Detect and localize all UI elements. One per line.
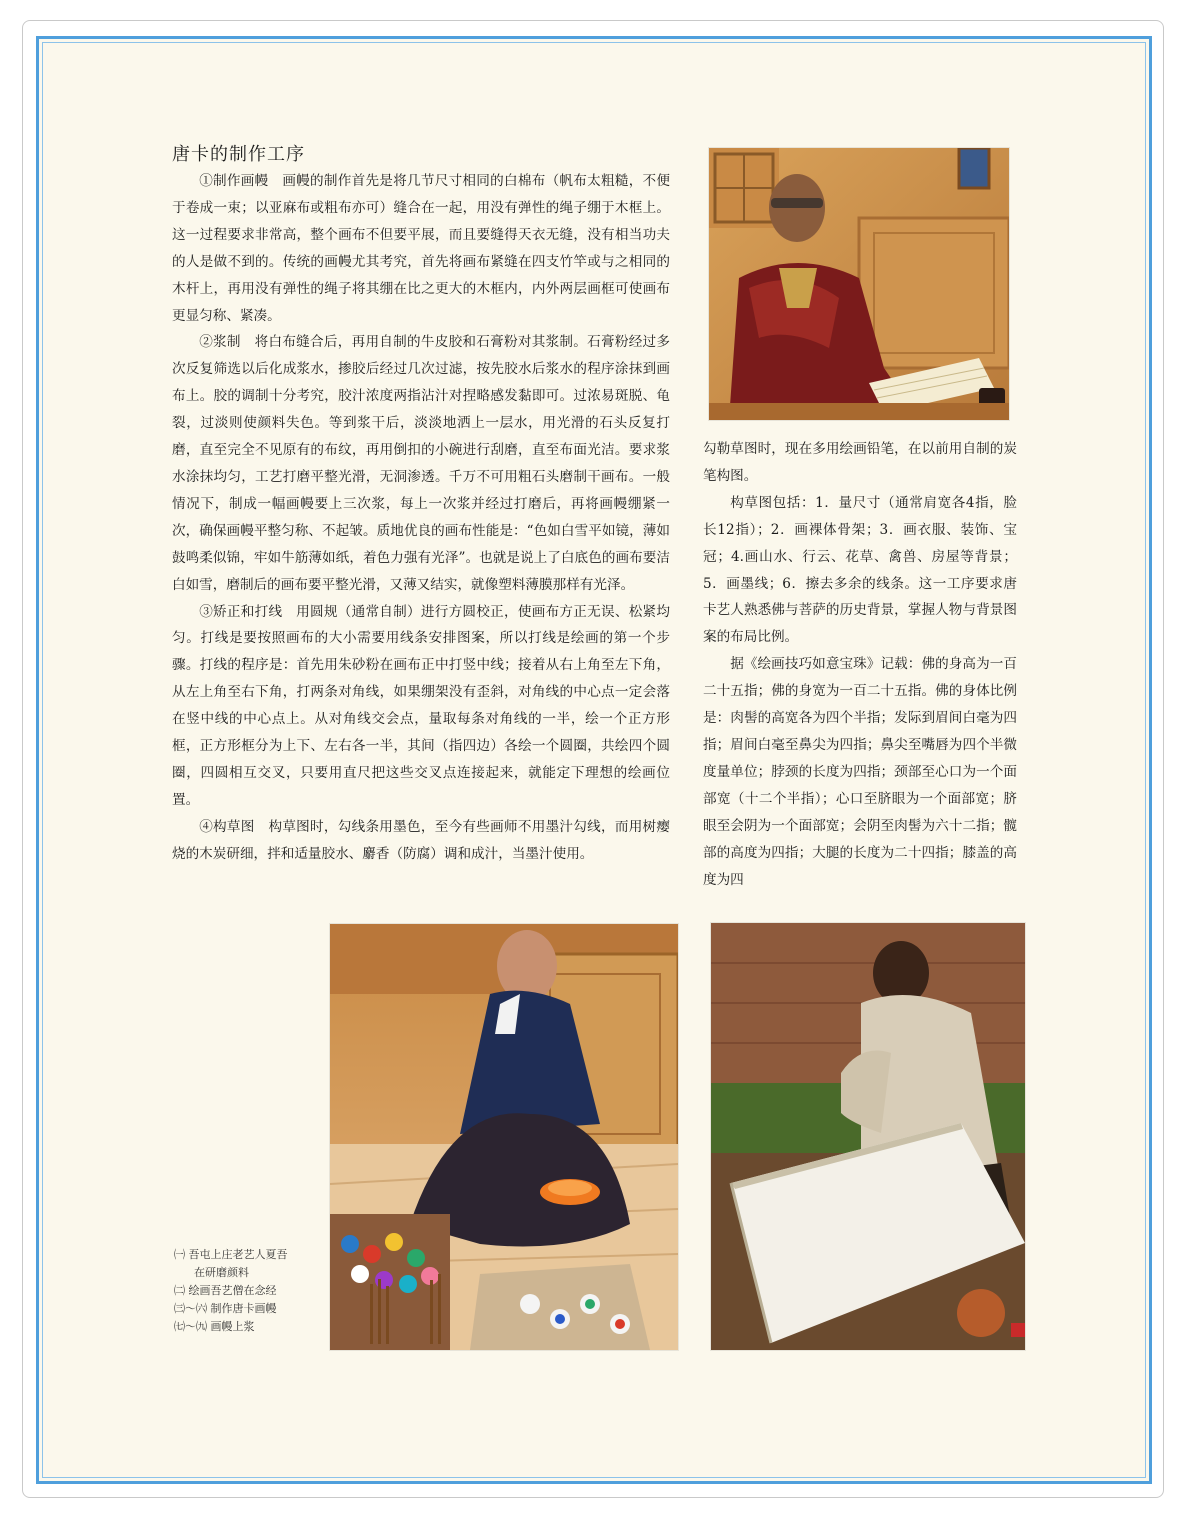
caption-3: ㈢～㈥ 制作唐卡画幔 [174, 1302, 277, 1315]
article-title: 唐卡的制作工序 [172, 144, 305, 165]
paragraph-proportions: 据《绘画技巧如意宝珠》记载：佛的身高为一百二十五指；佛的身宽为一百二十五指。佛的身体比例是：肉髻的高宽各为四个半指；发际到眉间白毫为四指；眉间白毫至鼻尖为四指；鼻尖至嘴唇为四个半微度量单位；脖颈的长度为四指；颈部至心口为一个面部宽（十二个半指）；心口至脐眼为一个面部宽；脐眼至会阴为一个面部宽；会阴至肉髻为六十二指；髋部的高度为四指；大腿的长度为二十四指；膝盖的高度为四 [703, 656, 1017, 888]
photo-captions [174, 1246, 324, 1336]
photo-monk-reading [709, 148, 1009, 420]
caption-1-continued: 在研磨颜料 [194, 1266, 249, 1279]
article-left-column [172, 168, 670, 868]
photo-monk-reading-image [709, 148, 1009, 420]
caption-1: ㈠ 吾屯上庄老艺人夏吾 [174, 1248, 288, 1261]
caption-2: ㈡ 绘画吾艺僧在念经 [174, 1284, 277, 1297]
caption-4: ㈦～㈨ 画幔上浆 [174, 1320, 255, 1333]
paragraph-sketching-continued: 勾勒草图时，现在多用绘画铅笔，在以前用自制的炭笔构图。 [703, 441, 1017, 484]
photo-elder-grinding-pigment [330, 924, 678, 1350]
paragraph-sketch-steps: 构草图包括：1．量尺寸（通常肩宽各4指，脸长12指）；2．画裸体骨架；3．画衣服、装饰、宝冠；4.画山水、行云、花草、禽兽、房屋等背景；5．画墨线；6．擦去多余的线条。这一工序要求唐卡艺人熟悉佛与菩萨的历史背景，掌握人物与背景图案的布局比例。 [703, 494, 1017, 646]
photo-artist-stretching-canvas [711, 923, 1025, 1350]
photo-elder-grinding-pigment-image [330, 924, 678, 1350]
photo-artist-stretching-canvas-image [711, 923, 1025, 1350]
paragraph-sizing: ②浆制 将白布缝合后，再用自制的牛皮胶和石膏粉对其浆制。石膏粉经过多次反复筛选以后化成浆水，掺胶后经过几次过滤，按先胶水后浆水的程序涂抹到画布上。胶的调制十分考究，胶汁浓度两指沾汁对捏略感发黏即可。过浓易斑脱、龟裂，过淡则使颜料失色。等到浆干后，淡淡地洒上一层水，用光滑的石头反复打磨，直至完全不见原有的布纹，再用倒扣的小碗进行刮磨，直至布面光洁。要求浆水涂抹均匀，工艺打磨平整光滑，无洞渗透。千万不可用粗石头磨制干画布。一般情况下，制成一幅画幔要上三次浆，每上一次浆并经过打磨后，再将画幔绷紧一次，确保画幔平整匀称、不起皱。质地优良的画布性能是：“色如白雪平如镜，薄如鼓鸣柔似锦，牢如牛筋薄如纸，着色力强有光泽”。也就是说上了白底色的画布要洁白如雪，磨制后的画布要平整光滑，又薄又结实，就像塑料薄膜那样有光泽。 [172, 334, 670, 593]
paragraph-canvas-making: ①制作画幔 画幔的制作首先是将几节尺寸相同的白棉布（帆布太粗糙，不便于卷成一束；以亚麻布或粗布亦可）缝合在一起，用没有弹性的绳子绷于木框上。这一过程要求非常高，整个画布不但要平展，而且要缝得天衣无缝，没有相当功夫的人是做不到的。传统的画幔尤其考究，首先将画布紧缝在四支竹竿或与之相同的木杆上，再用没有弹性的绳子将其绷在比之更大的木框内，内外两层画框可使画布更显匀称、紧凑。 [172, 173, 670, 324]
article-right-column [703, 436, 1017, 893]
paragraph-line-layout: ③矫正和打线 用圆规（通常自制）进行方圆校正，使画布方正无误、松紧均匀。打线是要按照画布的大小需要用线条安排图案，所以打线是绘画的第一个步骤。打线的程序是：首先用朱砂粉在画布正中打竖中线；接着从右上角至左下角，从左上角至右下角，打两条对角线，如果绷架没有歪斜，对角线的中心点一定会落在竖中线的中心点上。从对角线交会点，量取每条对角线的一半，绘一个正方形框，正方形框分为上下、左右各一半，其间（指四边）各绘一个圆圈，共绘四个圆圈，四圆相互交叉，只要用直尺把这些交叉点连接起来，就能定下理想的绘画位置。 [172, 603, 670, 808]
paragraph-sketching: ④构草图 构草图时，勾线条用墨色，至今有些画师不用墨汁勾线，而用树瘿烧的木炭研细，拌和适量胶水、麝香（防腐）调和成汁，当墨汁使用。 [172, 818, 670, 862]
